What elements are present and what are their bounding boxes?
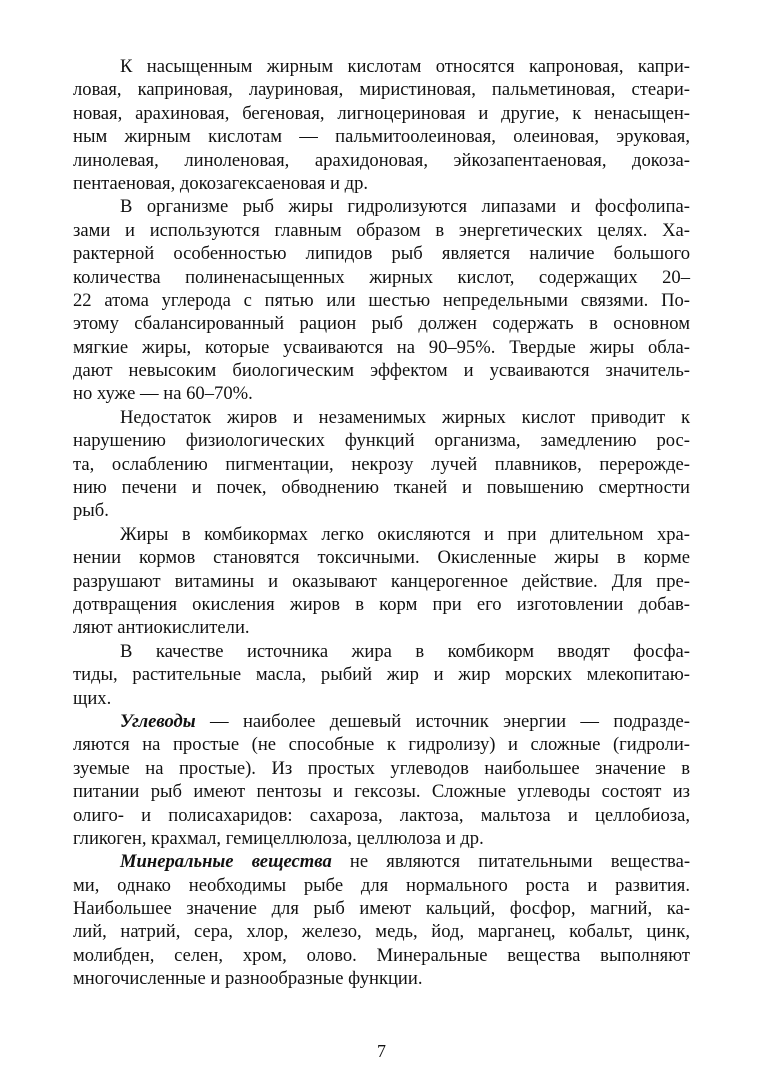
text-line: зуемые на простые). Из простых углеводов наибольшее значение в	[73, 757, 690, 779]
text-line: мягкие жиры, которые усваиваются на 90–95%. Твердые жиры обла-	[73, 336, 690, 358]
text-line: разрушают витамины и оказывают канцерогенное действие. Для пре-	[73, 570, 690, 592]
text-line: пентаеновая, докозагексаеновая и др.	[73, 172, 369, 194]
text-line: Недостаток жиров и незаменимых жирных кислот приводит к	[120, 406, 690, 428]
paragraph	[73, 640, 690, 710]
text-line: ным жирным кислотам — пальмитоолеиновая, олеиновая, эруковая,	[73, 126, 690, 148]
document-page	[73, 55, 690, 991]
text-line: ловая, каприновая, лауриновая, миристиновая, пальметиновая, стеари-	[73, 79, 690, 101]
text-line: новая, арахиновая, бегеновая, лигноцериновая и другие, к ненасыщен-	[73, 102, 690, 124]
text-line: В качестве источника жира в комбикорм вводят фосфа-	[120, 640, 690, 662]
text-line: гликоген, крахмал, гемицеллюлоза, целлюлоза и др.	[73, 827, 484, 849]
text-line	[73, 850, 690, 873]
text-run: не являются питательными вещества-	[331, 851, 691, 873]
text-line: этому сбалансированный рацион рыб должен содержать в основном	[73, 313, 690, 335]
paragraph	[73, 710, 690, 850]
text-line: ляют антиокислители.	[73, 617, 250, 639]
paragraph	[73, 195, 690, 406]
paragraph	[73, 523, 690, 640]
text-line: нении кормов становятся токсичными. Окисленные жиры в корме	[73, 547, 690, 569]
text-line: молибден, селен, хром, олово. Минеральные вещества выполняют	[73, 944, 690, 966]
page-number: 7	[377, 1041, 386, 1061]
text-run: — наиболее дешевый источник энергии — подразде-	[195, 710, 690, 732]
text-line: питании рыб имеют пентозы и гексозы. Сложные углеводы состоят из	[73, 781, 690, 803]
text-line	[73, 710, 690, 733]
paragraph	[73, 850, 690, 990]
text-line: 22 атома углерода с пятью или шестью непредельными связями. По-	[73, 289, 690, 311]
text-line: та, ослаблению пигментации, некрозу лучей плавников, перерожде-	[73, 453, 690, 475]
term-heading: Минеральные вещества	[120, 851, 332, 873]
paragraph	[73, 55, 690, 195]
text-line: зами и используются главным образом в энергетических целях. Ха-	[73, 219, 690, 241]
text-line: тиды, растительные масла, рыбий жир и жир морских млекопитаю-	[73, 664, 690, 686]
text-line: ми, однако необходимы рыбе для нормального роста и развития.	[73, 874, 690, 896]
text-line: нарушению физиологических функций организма, замедлению рос-	[73, 430, 690, 452]
text-line: Жиры в комбикормах легко окисляются и при длительном хра-	[120, 523, 690, 545]
text-line: ляются на простые (не способные к гидролизу) и сложные (гидроли-	[73, 734, 690, 756]
text-line: Наибольшее значение для рыб имеют кальций, фосфор, магний, ка-	[73, 898, 690, 920]
text-line: В организме рыб жиры гидролизуются липазами и фосфолипа-	[120, 196, 690, 218]
text-line: линолевая, линоленовая, арахидоновая, эйкозапентаеновая, докоза-	[73, 149, 690, 171]
text-line: К насыщенным жирным кислотам относятся капроновая, капри-	[120, 56, 690, 77]
text-line: дают невысоким биологическим эффектом и усваиваются значитель-	[73, 360, 690, 382]
text-line: рыб.	[73, 500, 109, 522]
text-line: многочисленные и разнообразные функции.	[73, 968, 423, 990]
text-line: лий, натрий, сера, хлор, железо, медь, йод, марганец, кобальт, цинк,	[73, 921, 690, 943]
text-line: олиго- и полисахаридов: сахароза, лактоза, мальтоза и целлобиоза,	[73, 804, 690, 826]
text-line: рактерной особенностью липидов рыб является наличие большого	[73, 243, 690, 265]
text-line: но хуже — на 60–70%.	[73, 383, 253, 405]
text-line: дотвращения окисления жиров в корм при его изготовлении добав-	[73, 593, 690, 615]
term-heading: Углеводы	[120, 710, 196, 732]
text-line: количества полиненасыщенных жирных кислот, содержащих 20–	[73, 266, 690, 288]
paragraph	[73, 406, 690, 523]
text-line: нию печени и почек, обводнению тканей и повышению смертности	[73, 477, 690, 499]
text-line: щих.	[73, 687, 112, 709]
